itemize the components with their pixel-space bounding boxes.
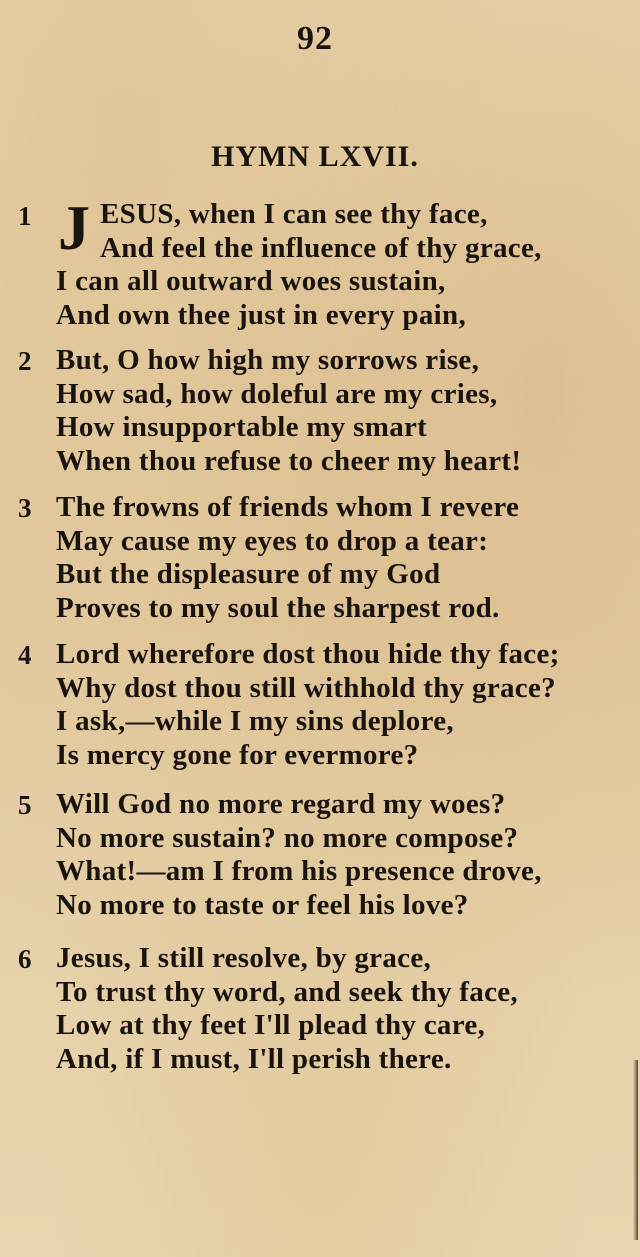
stanza-line: To trust thy word, and seek thy face, [56,975,518,1008]
stanza-line: And, if I must, I'll perish there. [56,1042,452,1075]
stanza-line: How sad, how doleful are my cries, [56,377,498,410]
stanza-line: Proves to my soul the sharpest rod. [56,591,500,624]
stanza-5 [18,788,628,922]
stanza-line: When thou refuse to cheer my heart! [56,444,522,477]
stanza-line: What!—am I from his presence drove, [56,855,542,887]
stanza-line: The frowns of friends whom I revere [56,491,520,523]
stanza-line: And own thee just in every pain, [56,298,466,331]
stanza-line: Low at thy feet I'll plead thy care, [56,1009,486,1041]
stanza-line: No more sustain? no more compose? [56,821,519,854]
stanza-line: May cause my eyes to drop a tear: [56,524,489,557]
stanza-number: 5 [18,790,32,820]
hymn-title: HYMN LXVII. [211,140,419,173]
stanza-2 [18,344,628,478]
stanza-line: But, O how high my sorrows rise, [56,344,480,376]
stanza-line: Will God no more regard my woes? [56,788,506,820]
stanza-number: 4 [18,640,32,670]
stanza-line: I can all outward woes sustain, [56,265,446,297]
page-number: 92 [297,20,333,57]
stanza-line: How insupportable my smart [56,411,428,443]
drop-cap-letter: J [58,192,90,263]
stanza-4 [18,638,628,772]
stanza-line: ESUS, when I can see thy face, [100,198,488,230]
stanza-number: 1 [18,201,32,231]
stanza-line: Jesus, I still resolve, by grace, [56,942,432,974]
stanza-line: I ask,—while I my sins deplore, [56,705,454,737]
stanza-line: And feel the influence of thy grace, [100,231,542,264]
stanza-line: Why dost thou still withhold thy grace? [56,671,556,704]
stanza-number: 2 [18,346,32,376]
stanza-line: No more to taste or feel his love? [56,888,469,921]
page-edge-shadow [633,1060,638,1240]
stanza-1 [18,192,628,332]
stanza-line: Lord wherefore dost thou hide thy face; [56,638,560,670]
stanza-line: Is mercy gone for evermore? [56,738,419,771]
stanza-number: 6 [18,944,32,974]
stanza-3 [18,491,628,625]
stanza-6 [18,942,628,1076]
stanza-line: But the displeasure of my God [56,558,441,590]
stanza-number: 3 [18,493,32,523]
